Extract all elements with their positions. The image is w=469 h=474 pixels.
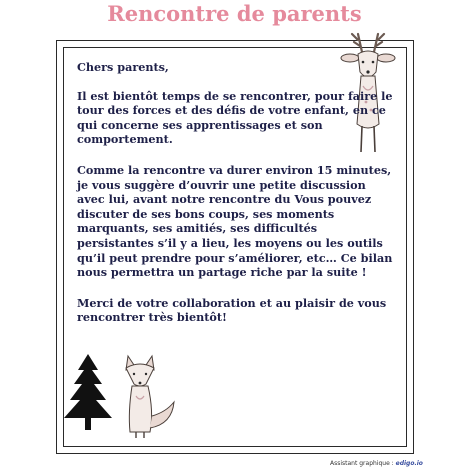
letter-paragraph-1: Il est bientôt temps de se rencontrer, pour faire le tour des forces et des défis de votre enfant, en ce qui concerne ses apprentissages et son comportement. (77, 88, 393, 147)
credit-brand: edigo.io (395, 460, 423, 467)
letter-paragraph-3: Merci de votre collaboration et au plaisir de vous rencontrer très bientôt! (77, 295, 387, 325)
credit-line (330, 458, 465, 470)
fox-illustration (116, 352, 178, 438)
letter-greeting: Chers parents, (77, 60, 169, 74)
page-title: Rencontre de parents (107, 1, 362, 26)
pine-tree-illustration (62, 354, 114, 432)
credit-label: Assistant graphique : (330, 460, 394, 467)
letter-paragraph-2: Comme la rencontre va durer environ 15 minutes, je vous suggère d’ouvrir une petite discussion avec lui, avant notre rencontre du Vous pouvez discuter de ses bons coups, ses moments marquants, ses amitiés, ses difficultés persistantes s’il y a lieu, les moyens ou les outils qu’il peut prendre pour s’améliorer, etc… Ce bilan nous permettra un partage riche par la suite ! (77, 162, 393, 280)
letter-body (77, 60, 395, 341)
